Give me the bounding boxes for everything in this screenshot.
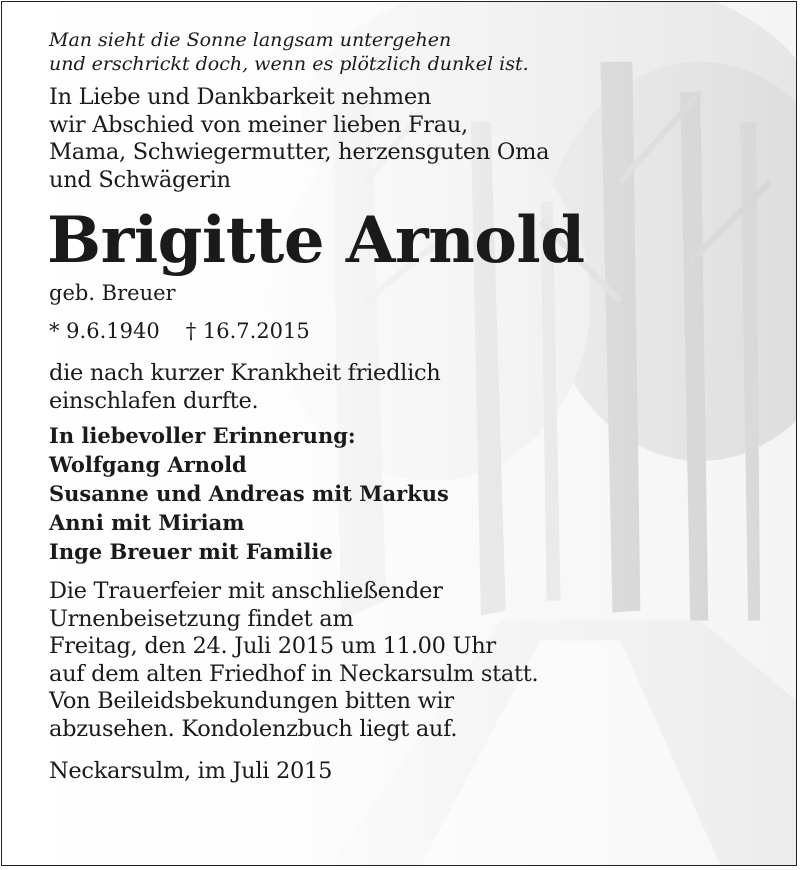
- motto-quote: [49, 28, 776, 76]
- notice-content: [49, 28, 776, 786]
- motto-line: Man sieht die Sonne langsam untergehen: [49, 29, 452, 51]
- death-date: † 16.7.2015: [185, 319, 310, 343]
- service-line: abzusehen. Kondolenzbuch liegt auf.: [49, 715, 458, 742]
- intro-text: [49, 84, 776, 194]
- service-line: Freitag, den 24. Juli 2015 um 11.00 Uhr: [49, 633, 496, 659]
- service-line: Von Beileidsbekundungen bitten wir: [49, 688, 454, 714]
- intro-line: wir Abschied von meiner lieben Frau,: [49, 111, 468, 138]
- intro-line: In Liebe und Dankbarkeit nehmen: [49, 84, 432, 110]
- birth-name: geb. Breuer: [49, 281, 176, 305]
- passing-text: [49, 360, 776, 415]
- passing-line: die nach kurzer Krankheit friedlich: [49, 360, 441, 386]
- passing-line: einschlafen durfte.: [49, 387, 259, 414]
- motto-line: und erschrickt doch, wenn es plötzlich dunkel ist.: [49, 53, 529, 75]
- deceased-name: Brigitte Arnold: [47, 203, 585, 278]
- mourner-name: Anni mit Miriam: [49, 510, 245, 535]
- obituary-notice: [1, 1, 797, 866]
- life-dates: [49, 318, 776, 344]
- intro-line: Mama, Schwiegermutter, herzensguten Oma: [49, 139, 550, 165]
- intro-line: und Schwägerin: [49, 166, 231, 193]
- service-details: [49, 578, 776, 743]
- birth-date: * 9.6.1940: [49, 319, 160, 343]
- service-line: Die Trauerfeier mit anschließender: [49, 578, 443, 604]
- service-line: auf dem alten Friedhof in Neckarsulm statt.: [49, 660, 539, 687]
- mourner-name: Susanne und Andreas mit Markus: [49, 481, 449, 506]
- service-line: Urnenbeisetzung findet am: [49, 605, 354, 632]
- mourners-list: [49, 421, 776, 566]
- mourner-name: Wolfgang Arnold: [49, 452, 247, 477]
- place-and-date: Neckarsulm, im Juli 2015: [49, 758, 333, 784]
- mourner-name: Inge Breuer mit Familie: [49, 539, 333, 564]
- mourners-heading: In liebevoller Erinnerung:: [49, 423, 356, 448]
